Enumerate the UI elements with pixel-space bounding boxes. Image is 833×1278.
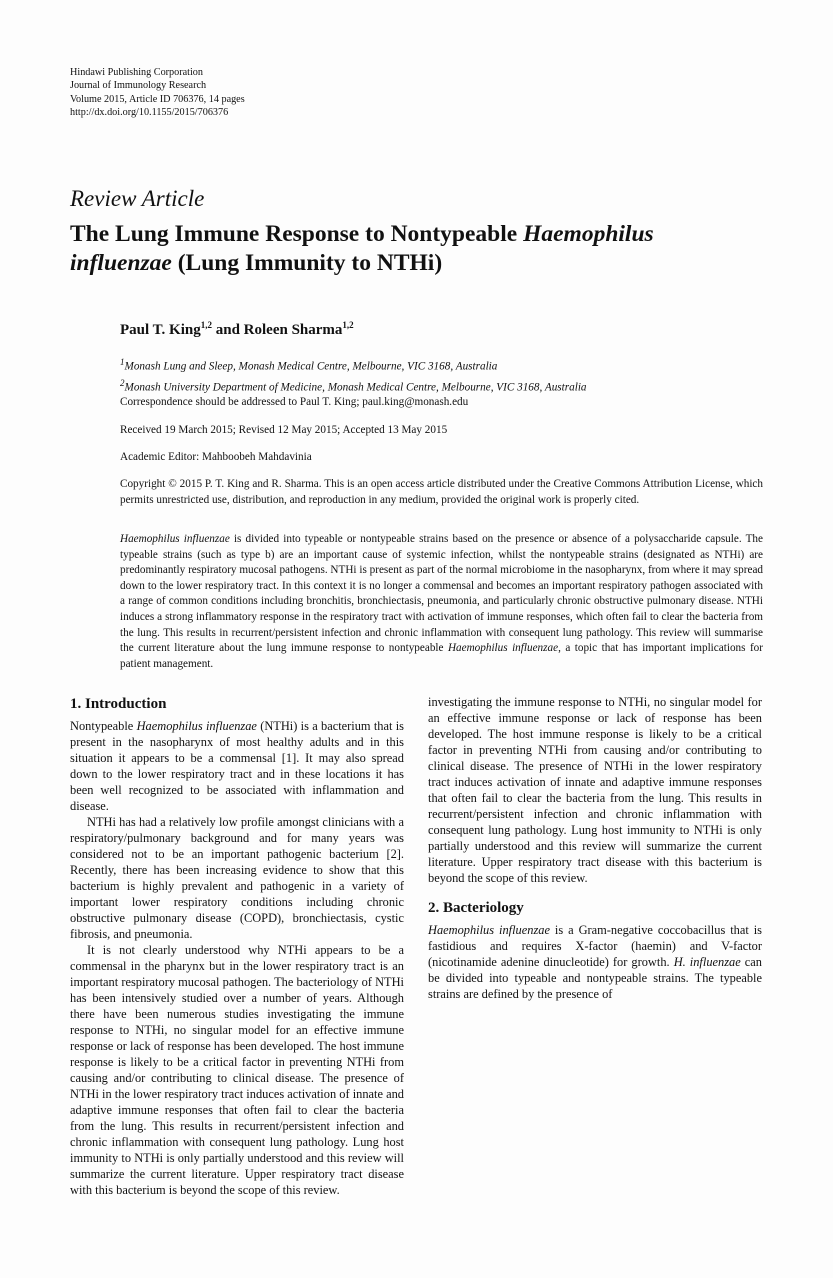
journal-name: Journal of Immunology Research: [70, 80, 207, 92]
article-title: The Lung Immune Response to Nontypeable Haemophilus influenzae (Lung Immunity to NTHi): [70, 221, 654, 276]
article-type: Review Article: [70, 186, 205, 211]
paragraph: Haemophilus influenzae is a Gram-negative coccobacillus that is fastidious and requires X-factor (haemin) and V-factor (nicotinamide adenine dinucleotide) for growth. H. influenzae can be divided into typeable and nontypeable strains. The typeable strains are defined by the presence of: [428, 923, 763, 1001]
section-heading-introduction: 1. Introduction: [70, 696, 167, 712]
academic-editor: Academic Editor: Mahboobeh Mahdavinia: [120, 451, 312, 463]
author-list: Paul T. King$^{1,2}$ and Roleen Sharma$^{1,2}$: [120, 320, 354, 338]
section-heading-bacteriology: 2. Bacteriology: [428, 900, 524, 916]
author-name: Roleen Sharma: [243, 322, 343, 338]
dates: Received 19 March 2015; Revised 12 May 2015; Accepted 13 May 2015: [120, 424, 448, 436]
abstract: Haemophilus influenzae is divided into typeable or nontypeable strains based on the presence or absence of a polysaccharide capsule. The typeable strains (such as type b) are an important cause of systemic infection, whilst the nontypeable strains (designated as NTHi) are predominantly respiratory mucosal pathogens. NTHi is present as part of the normal microbiome in the nasopharynx, from where it may spread down to the lower respiratory tract. In this context it is no longer a commensal and becomes an important respiratory pathogen associated with a range of common conditions including bronchitis, bronchiectasis, pneumonia, and particularly chronic obstructive pulmonary disease. NTHi induces a strong inflammatory response in the respiratory tract with activation of immune responses, which often fail to clear the bacteria from the lung. This results in recurrent/persistent infection and chronic inflammation with consequent lung pathology. This review will summarise the current literature about the lung immune response to nontypeable Haemophilus influenzae, a topic that has important implications for patient management.: [120, 533, 763, 670]
paragraph: It is not clearly understood why NTHi appears to be a commensal in the pharynx but in the lower respiratory tract is an important respiratory mucosal pathogen. The bacteriology of NTHi has been intensively studied over a number of years. Although there have been numerous studies investigating the immune response to NTHi, no singular model for an effective immune response or lack of response has been developed. The host immune response is likely to be a critical factor in preventing NTHi from causing and/or contributing to clinical disease. The presence of NTHi in the lower respiratory tract induces activation of innate and adaptive immune responses that often fail to clear the bacteria from the lung. This results in recurrent/persistent infection and chronic inflammation with consequent lung pathology. Lung host immunity to NTHi is only partially understood and this review will summarize the current literature. Upper respiratory tract disease with this bacterium is beyond the scope of this review.: [70, 943, 404, 1197]
left-column: [70, 696, 404, 1278]
affiliations: [120, 354, 587, 395]
paragraph-continued: investigating the immune response to NTHi, no singular model for an effective immune response or lack of response has been developed. The host immune response is likely to be a critical factor in preventing NTHi from causing and/or contributing to clinical disease. The presence of NTHi in the lower respiratory tract induces activation of innate and adaptive immune responses that often fail to clear the bacteria from the lung. This results in recurrent/persistent infection and chronic inflammation with consequent lung pathology. Lung host immunity to NTHi is only partially understood and this review will summarize the current literature. Upper respiratory tract disease with this bacterium is beyond the scope of this review.: [428, 695, 762, 885]
correspondence: Correspondence should be addressed to Paul T. King; paul.king@monash.edu: [120, 396, 469, 408]
affiliation: $^2$Monash University Department of Medicine, Monash Medical Centre, Melbourne, VIC 3168, Australia: [120, 377, 587, 394]
author-name: Paul T. King: [120, 322, 201, 338]
affiliation: $^1$Monash Lung and Sleep, Monash Medical Centre, Melbourne, VIC 3168, Australia: [120, 357, 498, 373]
paragraph: Nontypeable Haemophilus influenzae (NTHi) is a bacterium that is present in the nasopharynx of most healthy adults and in this situation it appears to be a commensal [1]. It may also spread down to the lower respiratory tract and in these locations it has been well recognized to be associated with inflammation and disease.: [70, 719, 404, 813]
doi-link[interactable]: http://dx.doi.org/10.1155/2015/706376: [70, 107, 229, 119]
copyright: Copyright © 2015 P. T. King and R. Sharma. This is an open access article distributed under the Creative Commons Attribution License, which permits unrestricted use, distribution, and reproduction in any medium, provided the original work is properly cited.: [120, 478, 763, 506]
right-column: [428, 694, 762, 1002]
volume-info: Volume 2015, Article ID 706376, 14 pages: [70, 93, 245, 105]
paragraph: NTHi has had a relatively low profile amongst clinicians with a respiratory/pulmonary background and for many years was considered not to be an important pathogenic bacterium [2]. Recently, there has been increasing evidence to show that this bacterium is highly prevalent and pathogenic in a variety of important lower respiratory conditions including chronic obstructive pulmonary disease (COPD), bronchiectasis, cystic fibrosis, and pneumonia.: [70, 815, 404, 941]
journal-header: [70, 66, 245, 120]
publisher: Hindawi Publishing Corporation: [70, 67, 203, 78]
